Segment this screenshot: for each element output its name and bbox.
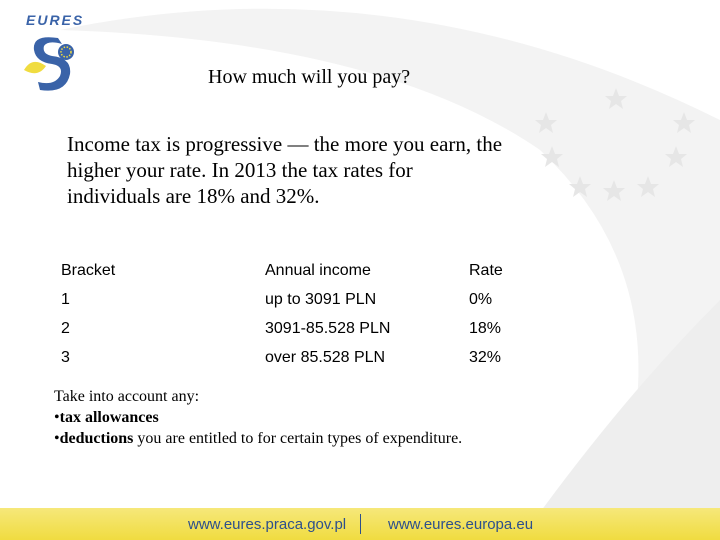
deductions-text: deductions: [59, 430, 134, 447]
table-row: [61, 349, 561, 377]
tax-allowances-text: tax allowances: [59, 409, 159, 426]
header-bracket: Bracket: [61, 262, 116, 279]
header-rate: Rate: [469, 262, 503, 279]
bracket-cell: 2: [61, 320, 70, 337]
income-cell: 3091-85.528 PLN: [265, 320, 391, 337]
notes: [54, 386, 462, 449]
bullet-icon: •: [54, 409, 60, 426]
table-row: [61, 320, 561, 348]
list-item: [54, 428, 462, 449]
income-cell: over 85.528 PLN: [265, 349, 386, 366]
income-cell: up to 3091 PLN: [265, 291, 377, 308]
intro-paragraph: Income tax is progressive — the more you earn, the higher your rate. In 2013 the tax rates for individuals are 18% and 32%.: [67, 132, 503, 208]
header-annual-income: Annual income: [265, 262, 371, 279]
footer-divider: [360, 514, 361, 534]
bracket-cell: 3: [61, 349, 70, 366]
list-item: [54, 407, 462, 428]
footer-link-eures-europa[interactable]: www.eures.europa.eu: [388, 516, 534, 533]
logo-text: EURES: [26, 12, 85, 28]
deductions-description: you are entitled to for certain types of expenditure.: [133, 430, 463, 447]
slide-title: How much will you pay?: [208, 66, 411, 88]
table-header-row: [61, 262, 561, 290]
rate-cell: 0%: [469, 291, 493, 308]
table-row: [61, 291, 561, 319]
footer-link-eures-praca[interactable]: www.eures.praca.gov.pl: [188, 516, 347, 533]
footer-bar: [0, 508, 720, 540]
bullet-icon: •: [54, 430, 60, 447]
bracket-cell: 1: [61, 291, 70, 308]
rate-cell: 32%: [469, 349, 502, 366]
rate-cell: 18%: [469, 320, 502, 337]
notes-intro: Take into account any:: [54, 388, 200, 405]
